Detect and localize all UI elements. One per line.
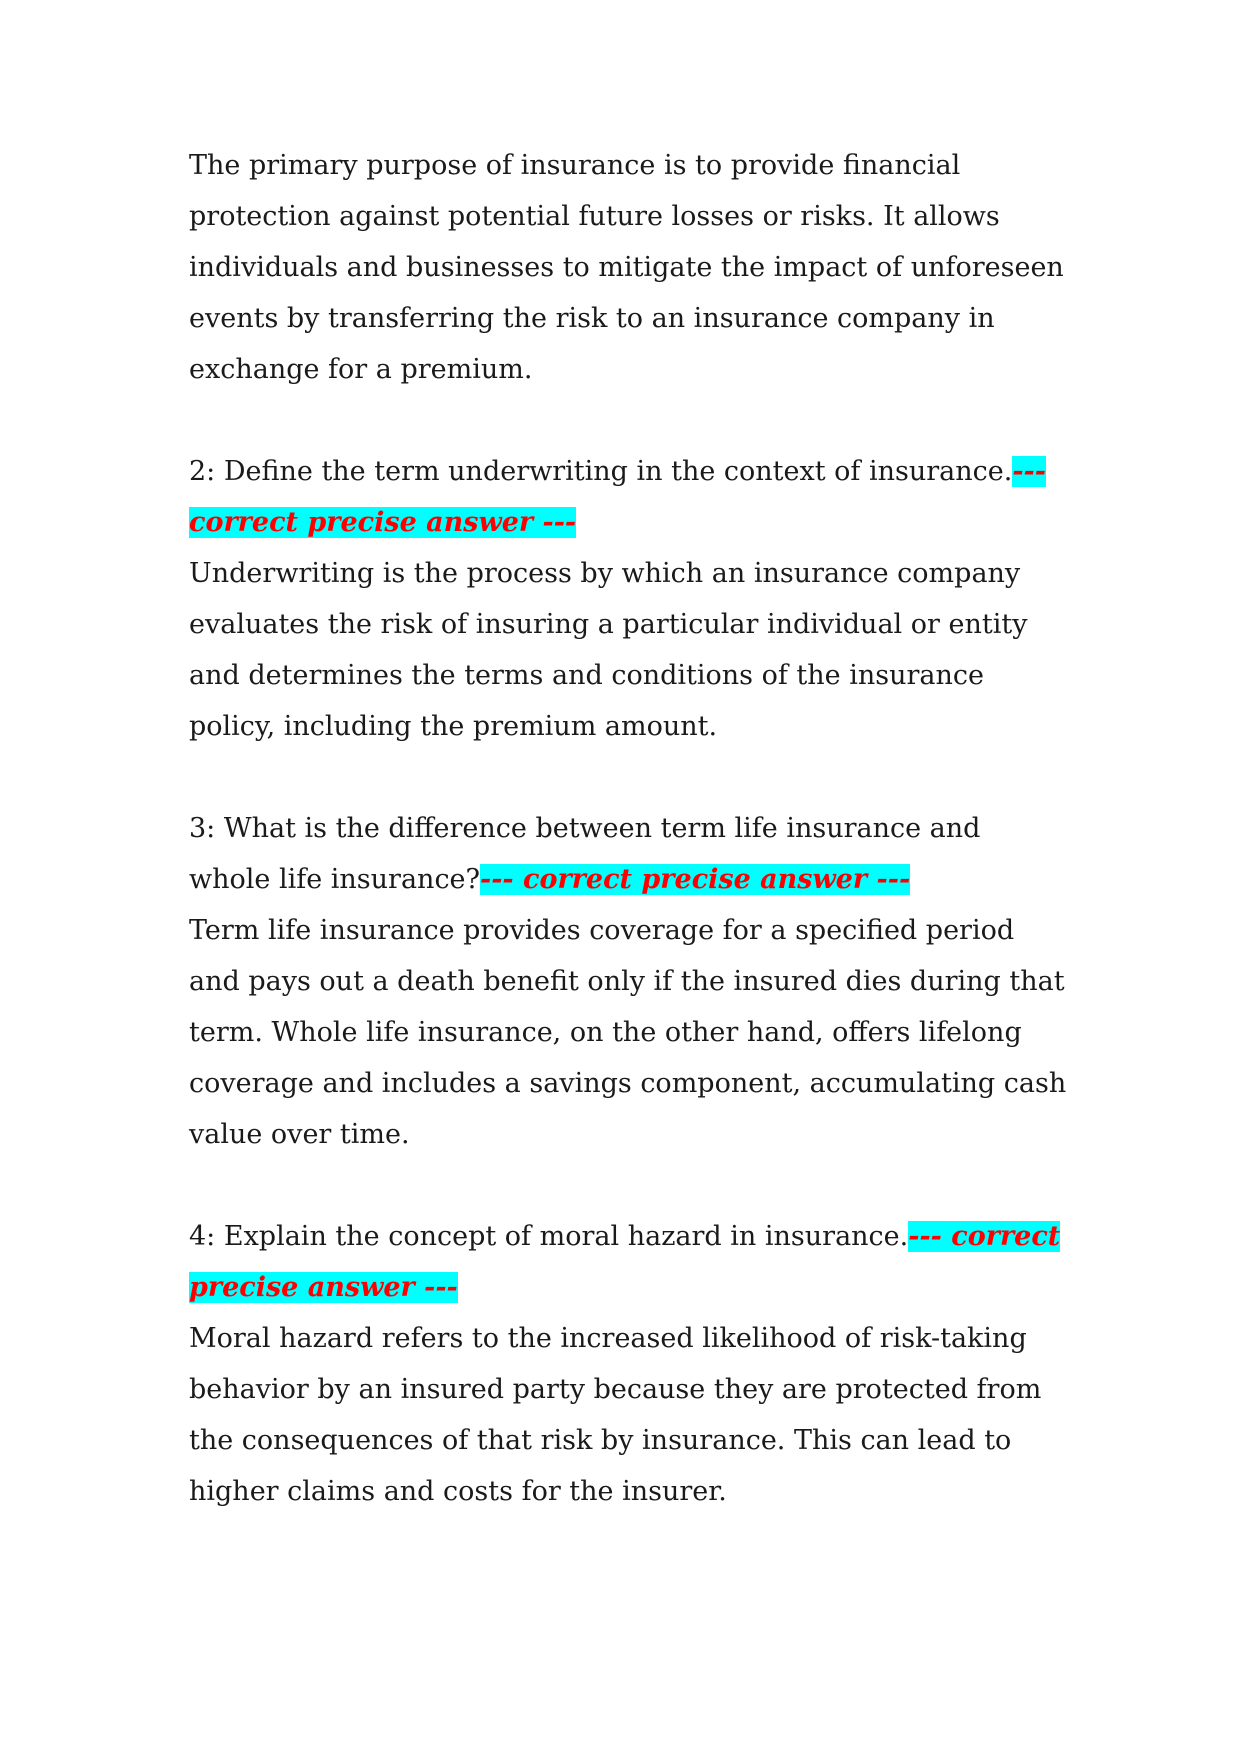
qa-item-4 <box>189 1211 1069 1517</box>
answer-2: Underwriting is the process by which an insurance company evaluates the risk of insuring a particular individual or entity and determines the terms and conditions of the insurance policy, including the premium amount. <box>189 558 1028 742</box>
document-page <box>189 140 1069 1568</box>
question-text: 2: Define the term underwriting in the context of insurance. <box>189 456 1013 487</box>
answer-marker: --- correct precise answer --- <box>189 456 1046 538</box>
answer-4: Moral hazard refers to the increased likelihood of risk-taking behavior by an insured party because they are protected from the consequences of that risk by insurance. This can lead to higher claims and costs for the insurer. <box>189 1323 1042 1507</box>
answer-3: Term life insurance provides coverage for a specified period and pays out a death benefit only if the insured dies during that term. Whole life insurance, on the other hand, offers lifelong coverage and includes a savings component, accumulating cash value over time. <box>189 915 1067 1150</box>
qa-item-2 <box>189 446 1069 752</box>
intro-answer: The primary purpose of insurance is to provide financial protection against potential future losses or risks. It allows individuals and businesses to mitigate the impact of unforeseen events by transferring the risk to an insurance company in exchange for a premium. <box>189 150 1064 385</box>
question-2 <box>189 446 1069 548</box>
qa-item-3 <box>189 803 1069 1160</box>
question-text: 4: Explain the concept of moral hazard in insurance. <box>189 1221 909 1252</box>
question-4 <box>189 1211 1069 1313</box>
answer-marker: --- correct precise answer --- <box>480 864 911 895</box>
answer-marker: --- correct precise answer --- <box>189 1221 1061 1303</box>
question-3 <box>189 803 1069 905</box>
question-text: 3: What is the difference between term life insurance and whole life insurance? <box>189 813 981 895</box>
